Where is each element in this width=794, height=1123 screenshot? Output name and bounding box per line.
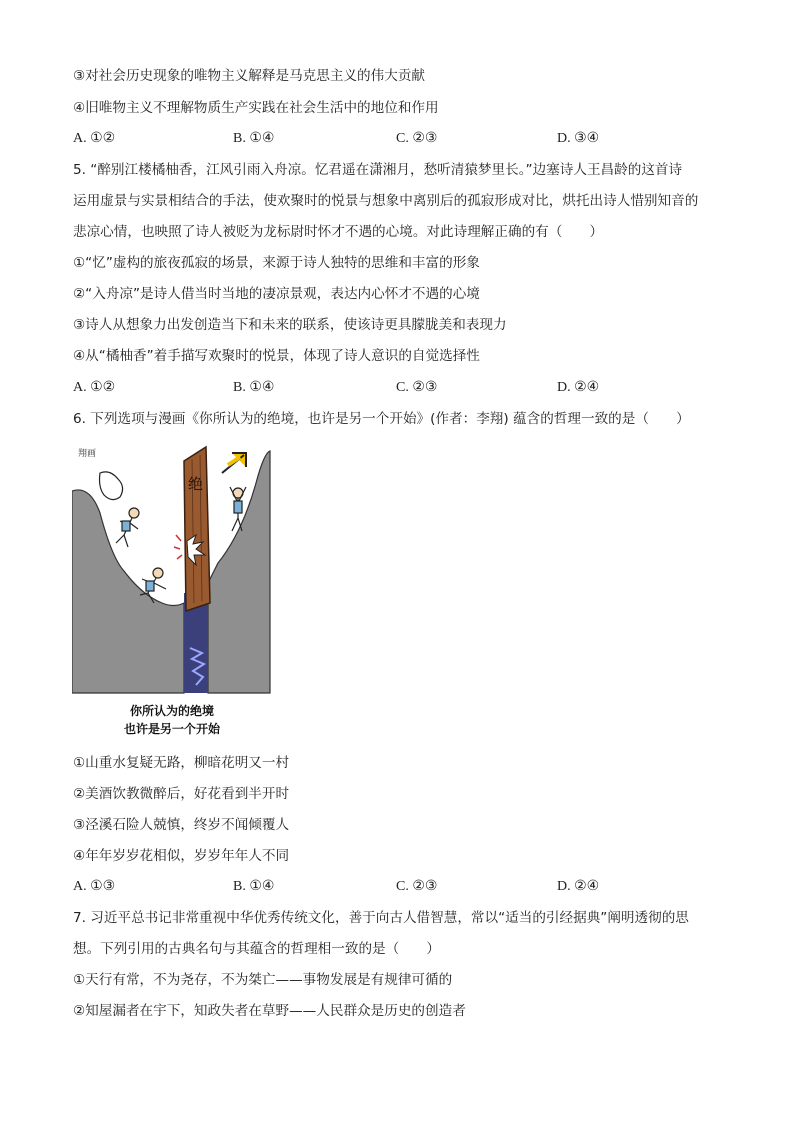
cartoon-signature: 翔画 xyxy=(78,449,97,459)
cartoon-caption-line-1: 你所认为的绝境 xyxy=(129,704,215,718)
q6-option-d[interactable]: D. ②④ xyxy=(557,879,600,894)
q5-option-c[interactable]: C. ②③ xyxy=(396,380,438,395)
q5-item-1: ①“忆”虚构的旅夜孤寂的场景，来源于诗人独特的思维和丰富的形象 xyxy=(73,255,480,271)
q4-option-c[interactable]: C. ②③ xyxy=(396,131,438,146)
q6-option-b[interactable]: B. ①④ xyxy=(233,879,275,894)
q5-item-4: ④从“橘柚香”着手描写欢聚时的悦景，体现了诗人意识的自觉选择性 xyxy=(73,348,480,364)
q7-item-1: ①天行有常，不为尧存，不为桀亡——事物发展是有规律可循的 xyxy=(73,972,453,988)
q6-option-a[interactable]: A. ①③ xyxy=(73,879,116,894)
q7-stem-line-1: 7. 习近平总书记非常重视中华优秀传统文化，善于向古人借智慧，常以“适当的引经据典”阐明透彻的思 xyxy=(73,910,689,926)
q4-item-4: ④旧唯物主义不理解物质生产实践在社会生活中的地位和作用 xyxy=(73,100,439,116)
q6-item-4: ④年年岁岁花相似，岁岁年年人不同 xyxy=(73,848,290,864)
cartoon-caption-line-2: 也许是另一个开始 xyxy=(123,722,221,736)
q4-item-3: ③对社会历史现象的唯物主义解释是马克思主义的伟大贡献 xyxy=(73,68,426,84)
q4-option-a[interactable]: A. ①② xyxy=(73,131,116,146)
q6-item-3: ③泾溪石险人兢慎，终岁不闻倾覆人 xyxy=(73,817,290,833)
q6-item-1: ①山重水复疑无路，柳暗花明又一村 xyxy=(73,755,290,771)
q5-item-3: ③诗人从想象力出发创造当下和未来的联系，使该诗更具朦胧美和表现力 xyxy=(73,317,507,333)
q5-stem-line-1: 5. “醉别江楼橘柚香，江风引雨入舟凉。忆君遥在潇湘月，愁听清猿梦里长。”边塞诗人王昌龄的这首诗 xyxy=(73,162,683,178)
door-plank xyxy=(184,447,210,611)
q5-stem-line-3: 悲凉心情，也映照了诗人被贬为龙标尉时怀才不遇的心境。对此诗理解正确的有（ ） xyxy=(73,224,604,240)
q6-item-2: ②美酒饮教微醉后，好花看到半开时 xyxy=(73,786,290,802)
q4-option-d[interactable]: D. ③④ xyxy=(557,131,600,146)
q4-option-b[interactable]: B. ①④ xyxy=(233,131,275,146)
q7-item-2: ②知屋漏者在宇下，知政失者在草野——人民群众是历史的创造者 xyxy=(73,1003,466,1019)
q6-option-c[interactable]: C. ②③ xyxy=(396,879,438,894)
door-character: 绝 xyxy=(188,475,204,493)
q5-item-2: ②“入舟凉”是诗人借当时当地的凄凉景观，表达内心怀才不遇的心境 xyxy=(73,286,480,302)
q5-option-d[interactable]: D. ②④ xyxy=(557,380,600,395)
cartoon-illustration xyxy=(72,443,272,743)
q6-stem: 6. 下列选项与漫画《你所认为的绝境，也许是另一个开始》(作者：李翔) 蕴含的哲理一致的是（ ） xyxy=(73,411,690,427)
q7-stem-line-2: 想。下列引用的古典名句与其蕴含的哲理相一致的是（ ） xyxy=(73,941,441,957)
q5-stem-line-2: 运用虚景与实景相结合的手法，使欢聚时的悦景与想象中离别后的孤寂形成对比，烘托出诗人惜别知音的 xyxy=(73,193,699,209)
q5-option-a[interactable]: A. ①② xyxy=(73,380,116,395)
q5-option-b[interactable]: B. ①④ xyxy=(233,380,275,395)
